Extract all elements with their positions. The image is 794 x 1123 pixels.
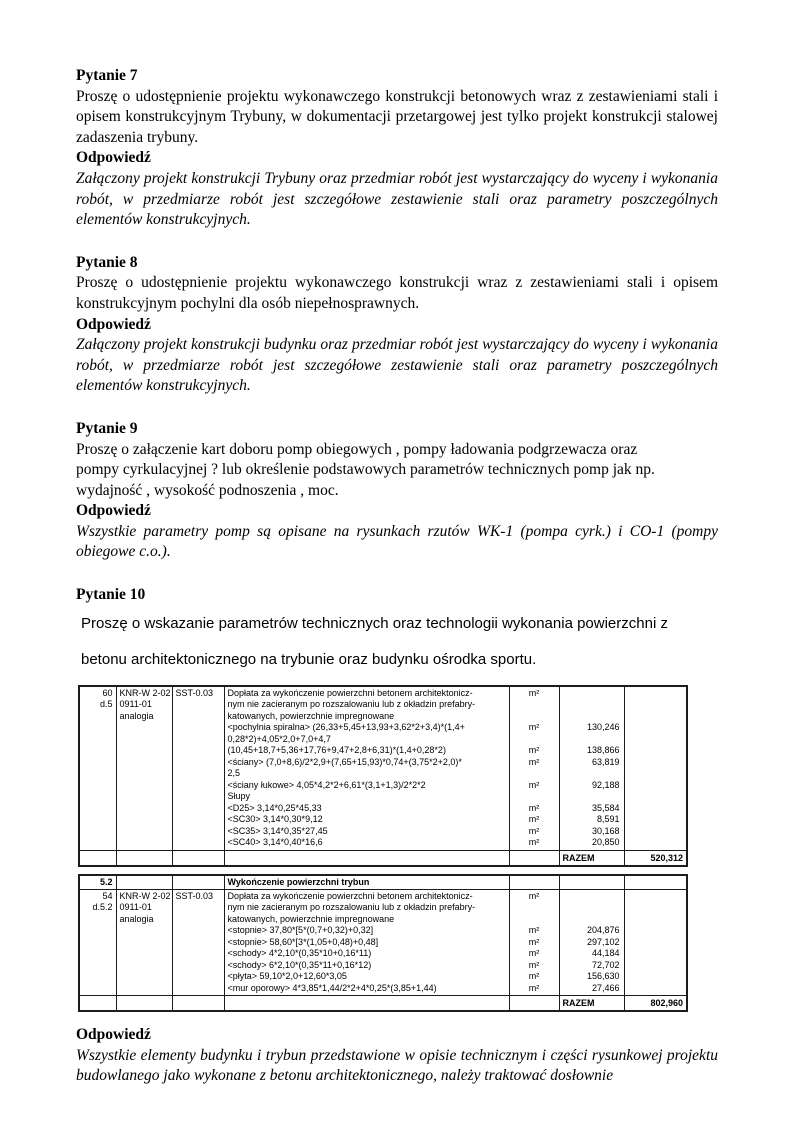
table-row (79, 889, 687, 996)
opis-line: katowanych, powierzchnie impregnowane (227, 913, 395, 924)
opis-line: <SC30> 3,14*0,30*9,12 (227, 814, 323, 825)
poszcz-line: 44,184 (591, 948, 620, 959)
podstawa-cell (116, 686, 172, 851)
poszcz-line: 138,866 (586, 745, 620, 756)
opis-line: <SC35> 3,14*0,35*27,45 (227, 825, 328, 836)
jm-line: m² (528, 982, 540, 993)
podstawa-line: KNR-W 2-02 (119, 890, 171, 901)
section-pytanie-10 (76, 585, 718, 678)
razem-label: RAZEM (559, 996, 624, 1012)
empty-cell (224, 996, 509, 1012)
cost-table-2-wrapper (76, 874, 718, 1013)
sst-line: SST-0.03 (175, 890, 214, 901)
opis-line: nym nie zacieranym po rozszalowaniu lub z okładzin prefabry- (227, 699, 476, 710)
empty-cell (79, 996, 116, 1012)
pytanie-7-heading: Pytanie 7 (76, 67, 138, 84)
pytanie-9-answer: Wszystkie parametry pomp są opisane na rysunkach rzutów WK-1 (pompa cyrk.) i CO-1 (pompy obiegowe c.o.). (76, 522, 718, 561)
empty-cell (172, 850, 224, 866)
razem-row (79, 996, 687, 1012)
cost-table-2 (78, 874, 688, 1013)
jm-line: m² (528, 779, 540, 790)
section-pytanie-9 (76, 419, 718, 563)
poszcz-line: 130,246 (586, 722, 620, 733)
jm-line: m² (528, 802, 540, 813)
podstawa-line: 0911-01 (119, 902, 152, 913)
opis-cell (224, 686, 509, 851)
poszcz-line: 35,584 (591, 802, 620, 813)
opis-line: <SC40> 3,14*0,40*16,6 (227, 837, 323, 848)
jm-line (513, 734, 556, 746)
lp-line: 60 (102, 687, 113, 698)
empty-cell (509, 996, 559, 1012)
podstawa-line: analogia (119, 913, 154, 924)
opis-line: <mur oporowy> 4*3,85*1,44/2*2+4*0,25*(3,85+1,44) (227, 982, 437, 993)
empty-cell (509, 875, 559, 890)
jm-line: m² (528, 959, 540, 970)
opis-line: <ściany> (7,0+8,6)/2*2,9+(7,65+15,93)*0,74+(3,75*2+2,0)* (227, 756, 462, 767)
opis-line: <D25> 3,14*0,25*45,33 (227, 802, 322, 813)
pytanie-10-question-line: Proszę o wskazanie parametrów technicznych oraz technologii wykonania powierzchni z (81, 614, 668, 632)
podstawa-line: KNR-W 2-02 (119, 687, 171, 698)
poszcz-line: 63,819 (591, 756, 620, 767)
poszcz-line: 20,850 (591, 837, 620, 848)
poszcz-line: 297,102 (586, 936, 620, 947)
jm-line: m² (528, 837, 540, 848)
empty-cell (624, 875, 687, 890)
poszcz-cell (559, 686, 624, 851)
cost-table-1 (78, 685, 688, 867)
lp-cell (79, 686, 116, 851)
pytanie-8-heading: Pytanie 8 (76, 253, 138, 271)
section-pytanie-8 (76, 253, 718, 397)
jm-line (513, 914, 556, 926)
poszcz-cell (559, 889, 624, 996)
section-number: 5.2 (79, 875, 116, 890)
poszcz-line (563, 914, 621, 926)
section-final-answer (76, 1025, 718, 1087)
empty-cell (116, 875, 172, 890)
poszcz-line: 8,591 (596, 814, 620, 825)
jm-line: m² (528, 687, 540, 698)
jm-line: m² (528, 925, 540, 936)
podstawa-line: 0911-01 (119, 699, 152, 710)
jm-line: m² (528, 948, 540, 959)
poszcz-line: 156,630 (586, 971, 620, 982)
empty-cell (559, 875, 624, 890)
empty-cell (172, 875, 224, 890)
jm-line: m² (528, 745, 540, 756)
podstawa-cell (116, 889, 172, 996)
empty-cell (172, 996, 224, 1012)
pytanie-9-question-line: pompy cyrkulacyjnej ? lub określenie podstawowych parametrów technicznych pomp jak np. (76, 461, 655, 479)
jm-cell (509, 889, 559, 996)
pytanie-9-question-line: Proszę o załączenie kart doboru pomp obiegowych , pompy ładowania podgrzewacza oraz (76, 440, 638, 458)
final-answer-text: Wszystkie elementy budynku i trybun przedstawione w opisie technicznym i części rysunkowej projektu budowlanego jako wykonane z betonu architektonicznego, należy traktować dosłownie (76, 1046, 718, 1085)
razem-cell (624, 686, 687, 851)
jm-line: m² (528, 722, 540, 733)
jm-line: m² (528, 971, 540, 982)
poszcz-line (563, 902, 621, 914)
pytanie-10-question-line: betonu architektonicznego na trybunie oraz budynku ośrodka sportu. (81, 650, 537, 668)
pytanie-8-question: Proszę o udostępnienie projektu wykonawczego konstrukcji wraz z zestawieniami stali i opisem konstrukcyjnym pochylni dla osób niepełnosprawnych. (76, 274, 718, 312)
opis-cell (224, 889, 509, 996)
lp-line: d.5 (99, 699, 113, 710)
pytanie-7-answer: Załączony projekt konstrukcji Trybuny oraz przedmiar robót jest wystarczający do wyceny i wykonania robót, w przedmiarze robót jest szczegółowe zestawienie stali oraz parametry poszczególnych elementów konstrukcyjnych. (76, 169, 718, 229)
lp-line: 54 (102, 890, 113, 901)
poszcz-line: 204,876 (586, 925, 620, 936)
poszcz-line: 30,168 (591, 825, 620, 836)
poszcz-line (563, 699, 621, 711)
pytanie-8-answer: Załączony projekt konstrukcji budynku oraz przedmiar robót jest wystarczający do wyceny i wykonania robót, w przedmiarze robót jest szczegółowe zestawienie stali oraz parametry poszczególnych elementów konstrukcyjnych. (76, 336, 718, 395)
sst-line: SST-0.03 (175, 687, 214, 698)
opis-line: Dopłata za wykończenie powierzchni betonem architektonicz- (227, 890, 473, 901)
poszcz-line: 27,466 (591, 982, 620, 993)
lp-cell (79, 889, 116, 996)
razem-label: RAZEM (559, 850, 624, 866)
jm-line: m² (528, 825, 540, 836)
opis-line: 0,28*2)+4,05*2,0+7,0+4,7 (227, 733, 331, 744)
jm-line: m² (528, 756, 540, 767)
razem-row (79, 850, 687, 866)
section-title: Wykończenie powierzchni trybun (224, 875, 509, 890)
opis-line: Słupy (227, 791, 251, 802)
jm-line (513, 768, 556, 780)
pytanie-7-question: Proszę o udostępnienie projektu wykonawczego konstrukcji betonowych wraz z zestawieniami stali i opisem konstrukcyjnym Trybuny, w dokumentacji przetargowej jest tylko projekt konstrukcji stalowej zadaszenia trybuny. (76, 87, 718, 146)
jm-cell (509, 686, 559, 851)
section-pytanie-7 (76, 66, 718, 231)
table-row (79, 686, 687, 851)
pytanie-10-heading: Pytanie 10 (76, 586, 146, 604)
cost-table-1-wrapper (76, 685, 718, 867)
empty-cell (79, 850, 116, 866)
opis-line: <stopnie> 58,60*[3*(1,05+0,48)+0,48] (227, 936, 379, 947)
podstawa-line: analogia (119, 710, 154, 721)
empty-cell (116, 996, 172, 1012)
jm-line (513, 699, 556, 711)
opis-line: (10,45+18,7+5,36+17,76+9,47+2,8+6,31)*(1,4+0,28*2) (227, 745, 446, 756)
opis-line: <pochylnia spiralna> (26,33+5,45+13,93+3,62*2+3,4)*(1,4+ (227, 722, 465, 733)
razem-value: 802,960 (624, 996, 687, 1012)
pytanie-7-answer-label: Odpowiedź (76, 149, 151, 167)
jm-line: m² (528, 814, 540, 825)
empty-cell (116, 850, 172, 866)
sst-cell (172, 889, 224, 996)
pytanie-9-question-line: wydajność , wysokość podnoszenia , moc. (76, 481, 339, 499)
poszcz-line: 72,702 (591, 959, 620, 970)
poszcz-line (563, 734, 621, 746)
opis-line: katowanych, powierzchnie impregnowane (227, 710, 395, 721)
jm-line (513, 711, 556, 723)
opis-line: 2,5 (227, 768, 241, 779)
razem-value: 520,312 (624, 850, 687, 866)
opis-line: <stopnie> 37,80*[5*(0,7+0,32)+0,32] (227, 925, 374, 936)
poszcz-line (563, 791, 621, 803)
opis-line: Dopłata za wykończenie powierzchni betonem architektonicz- (227, 687, 473, 698)
poszcz-line: 92,188 (591, 779, 620, 790)
opis-line: <płyta> 59,10*2,0+12,60*3,05 (227, 971, 347, 982)
empty-cell (509, 850, 559, 866)
lp-line: d.5.2 (92, 902, 113, 913)
opis-line: nym nie zacieranym po rozszalowaniu lub z okładzin prefabry- (227, 902, 476, 913)
pytanie-8-answer-label: Odpowiedź (76, 315, 151, 333)
poszcz-line (563, 891, 621, 903)
opis-line: <schody> 6*2,10*(0,35*11+0,16*12) (227, 959, 372, 970)
jm-line (513, 791, 556, 803)
jm-line: m² (528, 890, 540, 901)
poszcz-line (563, 688, 621, 700)
poszcz-line (563, 711, 621, 723)
empty-cell (224, 850, 509, 866)
final-answer-label: Odpowiedź (76, 1026, 151, 1044)
poszcz-line (563, 768, 621, 780)
razem-cell (624, 889, 687, 996)
pytanie-9-answer-label: Odpowiedź (76, 502, 151, 520)
opis-line: <schody> 4*2,10*(0,35*10+0,16*11) (227, 948, 372, 959)
jm-line (513, 902, 556, 914)
pytanie-9-heading: Pytanie 9 (76, 419, 138, 437)
section-header-row (79, 875, 687, 890)
opis-line: <ściany łukowe> 4,05*4,2*2+6,61*(3,1+1,3)/2*2*2 (227, 779, 426, 790)
sst-cell (172, 686, 224, 851)
jm-line: m² (528, 936, 540, 947)
